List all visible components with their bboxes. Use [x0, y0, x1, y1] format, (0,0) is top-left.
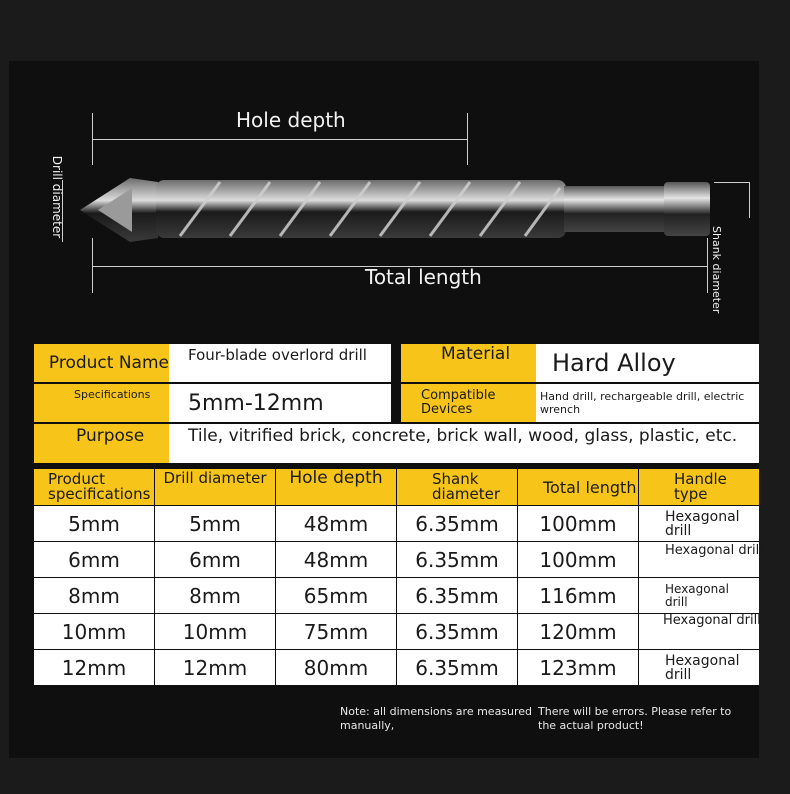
purpose-value: Tile, vitrified brick, concrete, brick wall, wood, glass, plastic, etc.	[169, 424, 759, 463]
material-value: Hard Alloy	[536, 344, 759, 382]
drill-bit-image	[70, 170, 750, 250]
header-total-length: Total length	[518, 469, 638, 505]
material-label: Material	[401, 344, 536, 382]
header-hole-depth: Hole depth	[276, 469, 396, 505]
hole-depth-label: Hole depth	[236, 108, 346, 132]
compatible-devices-label: Compatible Devices	[401, 384, 536, 422]
purpose-label: Purpose	[34, 424, 169, 463]
cell-total-length: 100mm	[518, 542, 638, 577]
note-right: There will be errors. Please refer to the actual product!	[538, 705, 732, 732]
cell-spec: 8mm	[34, 578, 154, 613]
cell-handle-type: Hexagonal drill	[639, 506, 759, 541]
cell-shank-diameter: 6.35mm	[397, 578, 517, 613]
shank-diameter-label-top: Shank	[710, 226, 723, 261]
header-product-specifications: Product specifications	[34, 469, 154, 505]
cell-total-length: 120mm	[518, 614, 638, 649]
total-length-label: Total length	[365, 265, 482, 289]
header-handle-type: Handle type	[639, 469, 759, 505]
cell-spec: 10mm	[34, 614, 154, 649]
cell-total-length: 116mm	[518, 578, 638, 613]
cell-handle-type: Hexagonal drill	[639, 578, 759, 613]
cell-handle-type: Hexagonal drill	[639, 614, 759, 649]
cell-drill-diameter: 12mm	[155, 650, 275, 685]
shank-diameter-label-bottom: diameter	[710, 263, 723, 314]
header-shank-diameter: Shank diameter	[397, 469, 517, 505]
cell-spec: 6mm	[34, 542, 154, 577]
hole-depth-line	[92, 139, 468, 140]
cell-total-length: 100mm	[518, 506, 638, 541]
cell-hole-depth: 80mm	[276, 650, 396, 685]
cell-shank-diameter: 6.35mm	[397, 650, 517, 685]
cell-shank-diameter: 6.35mm	[397, 542, 517, 577]
specifications-label: Specifications	[34, 384, 169, 422]
header-drill-diameter: Drill diameter	[155, 469, 275, 505]
cell-drill-diameter: 5mm	[155, 506, 275, 541]
cell-hole-depth: 48mm	[276, 506, 396, 541]
cell-handle-type: Hexagonal drill	[639, 650, 759, 685]
cell-hole-depth: 48mm	[276, 542, 396, 577]
cell-spec: 5mm	[34, 506, 154, 541]
cell-total-length: 123mm	[518, 650, 638, 685]
shank-diameter-label	[711, 226, 722, 313]
cell-spec: 12mm	[34, 650, 154, 685]
product-name-label: Product Name	[34, 344, 169, 382]
cell-hole-depth: 75mm	[276, 614, 396, 649]
shank-diameter-line	[749, 182, 750, 218]
specifications-value: 5mm-12mm	[169, 384, 391, 422]
note-left: Note: all dimensions are measured manually,	[340, 705, 533, 732]
cell-hole-depth: 65mm	[276, 578, 396, 613]
cell-shank-diameter: 6.35mm	[397, 506, 517, 541]
cell-drill-diameter: 6mm	[155, 542, 275, 577]
drill-diameter-label: Drill diameter	[50, 155, 64, 239]
product-name-value: Four-blade overlord drill	[169, 344, 391, 382]
cell-drill-diameter: 10mm	[155, 614, 275, 649]
shank-diameter-top-line	[714, 182, 750, 183]
cell-drill-diameter: 8mm	[155, 578, 275, 613]
cell-handle-type: Hexagonal drill	[639, 542, 759, 577]
compatible-devices-value: Hand drill, rechargeable drill, electric wrench	[536, 384, 759, 422]
cell-shank-diameter: 6.35mm	[397, 614, 517, 649]
